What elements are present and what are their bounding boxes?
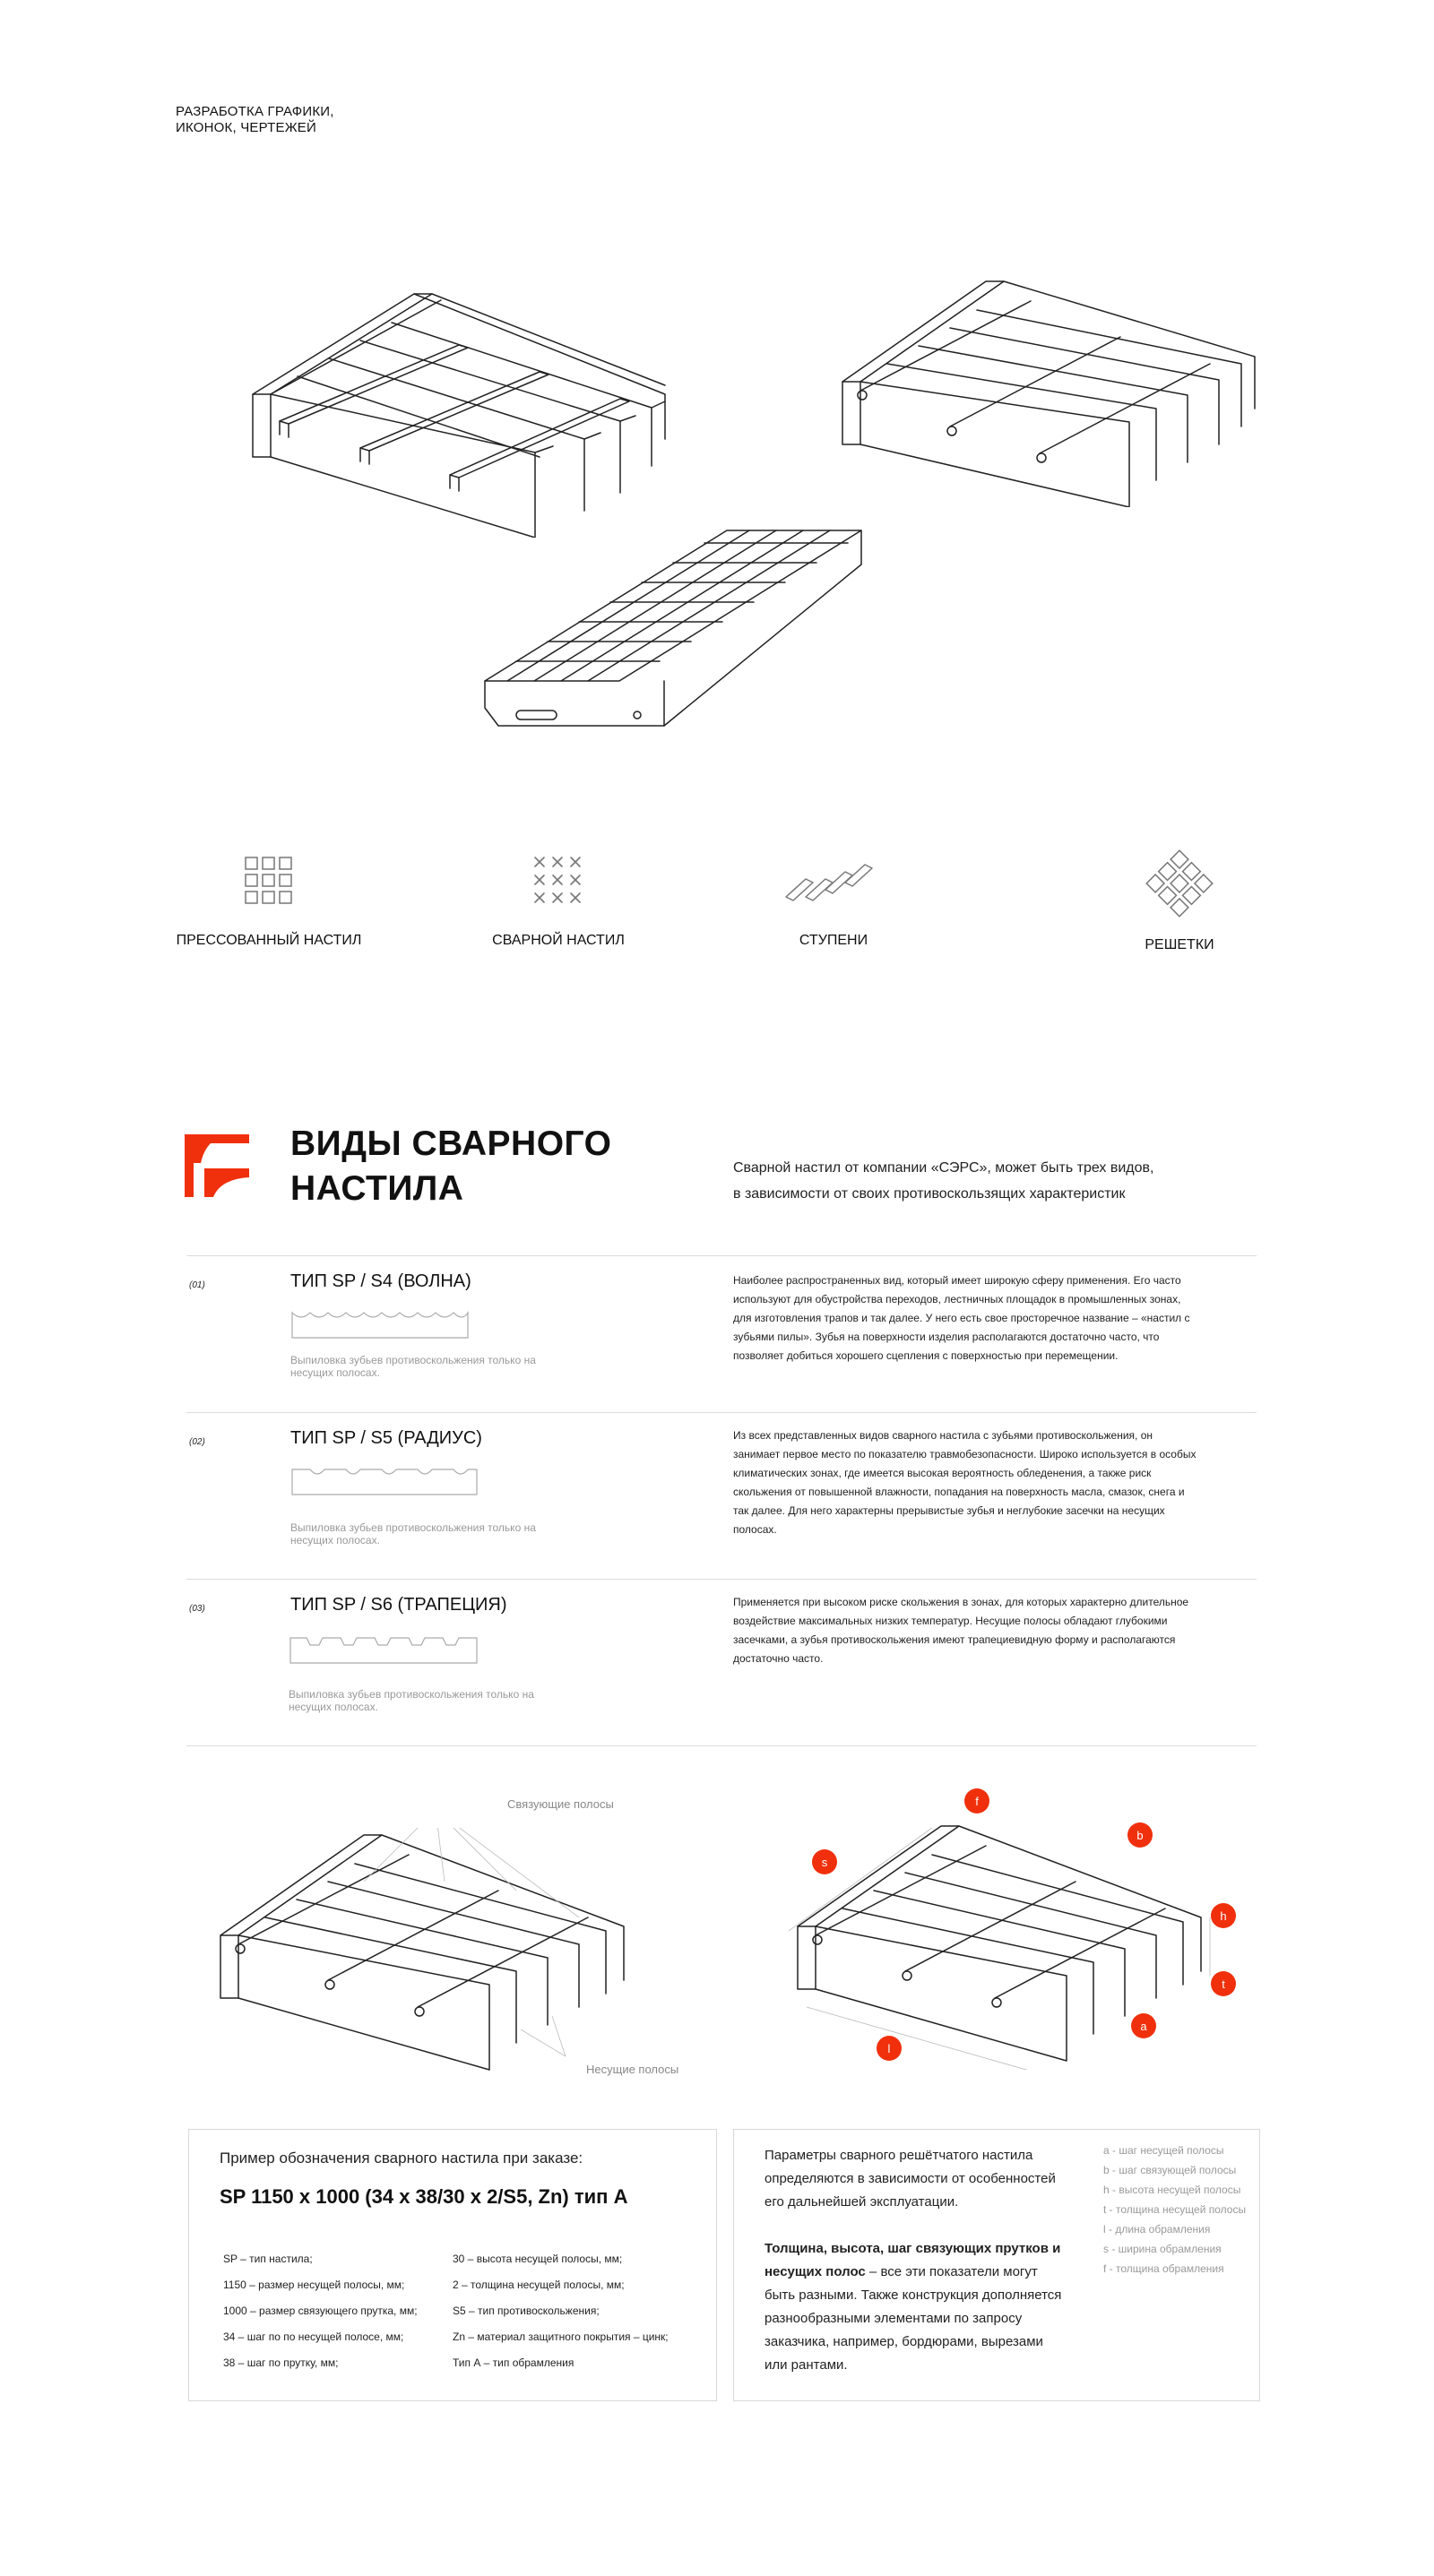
parameters-box [733, 2129, 1260, 2401]
grid-squares-icon [244, 856, 294, 906]
type-row-s6: (03) ТИП SP / S6 (ТРАПЕЦИЯ) Выпиловка зубьев противоскольжения только на несущих полосах. Применяется при высоком риске скольжения в зонах, для которых характерно длительное воздействие максимальных низких температур. Несущие полосы обладают глубокими засечками, а зубья противоскольжения имеют трапециевидную форму и располагаются достаточно часто. [189, 1595, 1189, 1713]
category-label: СВАРНОЙ НАСТИЛ [492, 933, 625, 948]
section-intro: Сварной настил от компании «СЭРС», может быть трех видов, в зависимости от своих противоскользящих характеристик [733, 1160, 1154, 1202]
badge-b: b [1127, 1822, 1153, 1848]
brand-logo [185, 1134, 249, 1197]
order-example-box [188, 2129, 717, 2401]
steps-icon [784, 856, 883, 906]
bearing-strips-label: Несущие полосы [586, 2063, 679, 2076]
order-legend-left: SP – тип настила; 1150 – размер несущей полосы, мм; 1000 – размер связующего прутка, мм; 34 – шаг по по несущей полосе, мм; 38 – шаг по прутку, мм; [223, 2253, 418, 2369]
pressed-grating-drawing-icon [244, 287, 674, 538]
welded-grating-drawing-icon [834, 274, 1264, 507]
trapezoid-profile-icon [289, 1633, 479, 1665]
order-legend-right: 30 – высота несущей полосы, мм; 2 – толщина несущей полосы, мм; S5 – тип противоскольжения; Zn – материал защитного покрытия – цинк; Тип А – тип обрамления [453, 2253, 669, 2369]
cross-pattern-icon [533, 856, 583, 906]
parameters-text: Параметры сварного решётчатого настила определяются в зависимости от особенностей его дальнейшей эксплуатации. Толщина, высота, шаг связующих прутков и несущих полос – все эти показатели могут быть разными. Также конструкция дополняется разнообразными элементами по запросу заказчика, например, бордюрами, вырезами или рантами. [765, 2148, 1062, 2373]
type-row-s4: (01) ТИП SP / S4 (ВОЛНА) Выпиловка зубьев противоскольжения только на несущих полосах. Наиболее распространенных вид, который имеет широкую сферу применения. Его часто используют для обустройства переходов, лестничных площадок в промышленных зонах, для изготовления трапов и так далее. У него есть свое просторечное название – «настил с зубьями пилы». Зубья на поверхности изделия располагаются достаточно часто, что позволяет добиться хорошего сцепления с поверхностью при перемещении. [189, 1271, 1190, 1379]
labeled-grating-diagram [212, 1792, 713, 2088]
type-name: ТИП SP / S6 (ТРАПЕЦИЯ) [290, 1595, 507, 1615]
stair-tread-drawing-icon [480, 520, 866, 735]
page-label: РАЗРАБОТКА ГРАФИКИ, ИКОНОК, ЧЕРТЕЖЕЙ [176, 104, 334, 135]
type-row-s5: (02) ТИП SP / S5 (РАДИУС) Выпиловка зубьев противоскольжения только на несущих полосах. Из всех представленных видов сварного настила с зубьями противоскольжения, он занимает первое место по показателю травмобезопасности. Широко используется в особых климатических зонах, где имеется высокая вероятность обледенения, а также риск скольжения от повышенной влажности, попадания на поверхность масла, смазок, снега и так далее. Для него характерны прерывистые зубья и неглубокие засечки на несущих полосах. [189, 1428, 1196, 1546]
welded-grating-illustration [834, 274, 1264, 507]
divider [186, 1745, 1257, 1746]
type-name: ТИП SP / S5 (РАДИУС) [290, 1428, 482, 1448]
order-title: Пример обозначения сварного настила при заказе: [220, 2150, 583, 2167]
category-label: ПРЕССОВАННЫЙ НАСТИЛ [176, 933, 362, 948]
badge-l: l [877, 2036, 902, 2061]
category-welded[interactable] [460, 856, 657, 949]
badge-f: f [964, 1788, 989, 1814]
abbreviations-list: a - шаг несущей полосы b - шаг связующей полосы h - высота несущей полосы t - толщина несущей полосы l - длина обрамления s - ширина обрамления f - толщина обрамления [1103, 2144, 1247, 2275]
category-gratings[interactable] [1081, 849, 1278, 953]
category-label: РЕШЕТКИ [1145, 937, 1214, 952]
category-label: СТУПЕНИ [799, 933, 868, 948]
badge-s: s [812, 1849, 837, 1874]
category-pressed[interactable] [170, 856, 367, 949]
order-code: SP 1150 x 1000 (34 x 38/30 x 2/S5, Zn) тип А [220, 2185, 628, 2208]
section-title: ВИДЫ СВАРНОГО НАСТИЛА [290, 1124, 612, 1208]
badge-h: h [1211, 1903, 1236, 1928]
diamond-grid-icon [1145, 849, 1214, 918]
brand-logo-icon [185, 1134, 249, 1197]
badge-t: t [1211, 1971, 1236, 1996]
wave-profile-icon [290, 1307, 470, 1340]
binding-strips-label: Связующие полосы [507, 1797, 614, 1811]
dimension-diagram [771, 1783, 1273, 2097]
pressed-grating-illustration [244, 287, 674, 538]
labeled-grating-drawing-icon [212, 1828, 642, 2079]
category-steps[interactable] [735, 856, 932, 949]
radius-profile-icon [290, 1464, 479, 1496]
badge-a: a [1131, 2013, 1156, 2038]
stair-tread-illustration [480, 520, 866, 735]
type-name: ТИП SP / S4 (ВОЛНА) [290, 1271, 471, 1291]
